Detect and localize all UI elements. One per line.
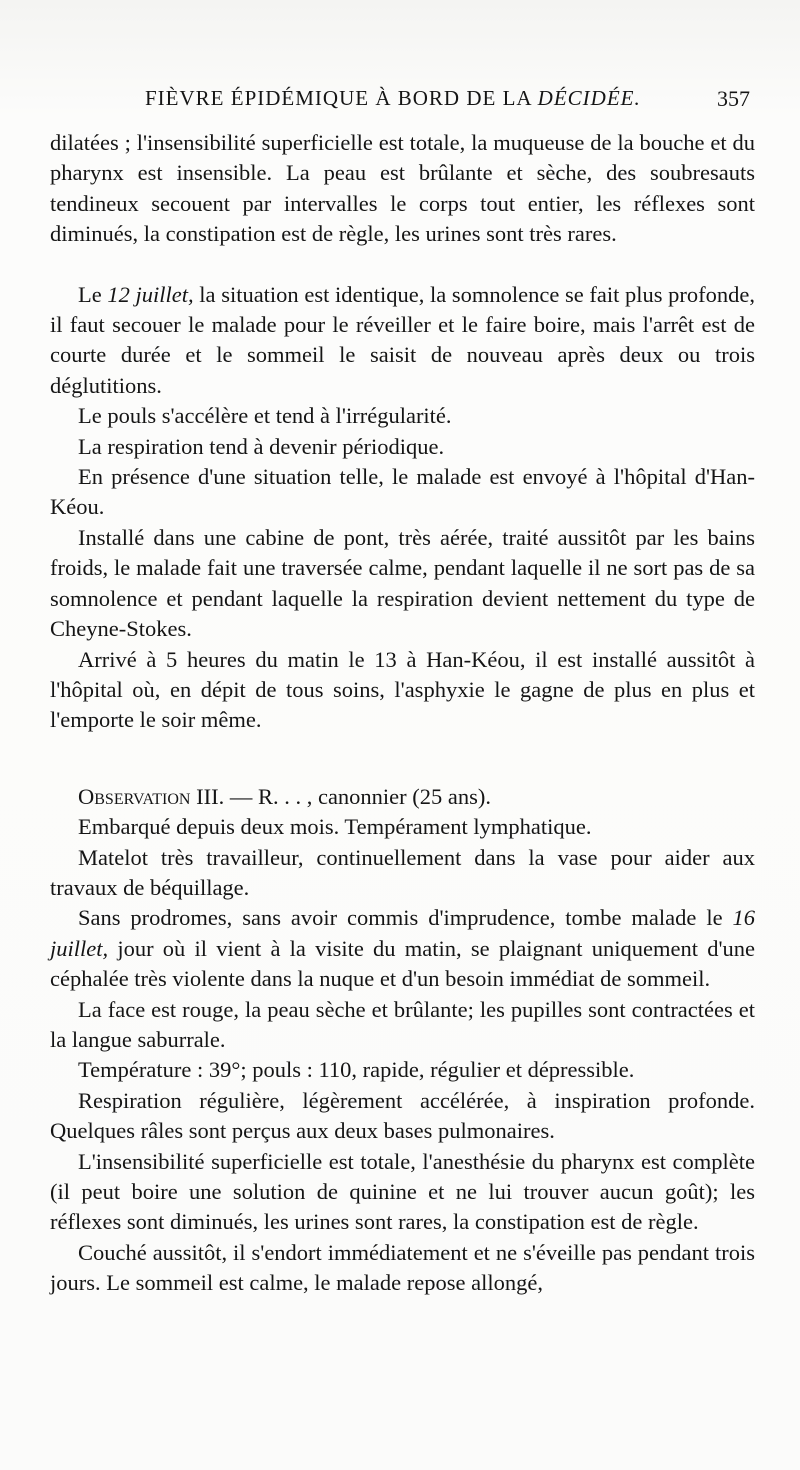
ship-name: DÉCIDÉE.	[537, 86, 641, 110]
paragraph-envoi-hopital: En présence d'une situation telle, le malade est envoyé à l'hôpital d'Han-Kéou.	[50, 464, 755, 520]
paragraph-temperature: Température : 39°; pouls : 110, rapide, régulier et dépressible.	[78, 1057, 635, 1083]
paragraph-12-juillet	[50, 280, 755, 402]
paragraph-text: la situation est identique, la somnolence se fait plus profonde, il faut secouer le malade pour le réveiller et le faire boire, mais l'arrêt est de courte durée et le sommeil le saisit de nouveau après deux ou trois déglutitions.	[50, 281, 755, 398]
paragraph-respiration-reguliere: Respiration régulière, légèrement accélérée, à inspiration profonde. Quelques râles sont perçus aux deux bases pulmonaires.	[50, 1087, 755, 1144]
paragraph-spacer	[50, 250, 755, 280]
section-spacer	[50, 736, 755, 782]
running-header	[50, 82, 750, 122]
paragraph-embarque: Embarqué depuis deux mois. Tempérament lymphatique.	[78, 814, 592, 840]
page-number: 357	[717, 86, 750, 111]
running-title-text: FIÈVRE ÉPIDÉMIQUE À BORD DE LA	[145, 86, 538, 110]
paragraph-respiration: La respiration tend à devenir périodique.	[78, 433, 445, 459]
body-text	[50, 128, 755, 1299]
running-title	[145, 86, 641, 111]
paragraph-text: jour où il vient à la visite du matin, se plaignant uniquement d'une céphalée très violente dans la nuque et d'un besoin immédiat de sommeil.	[50, 935, 755, 992]
observation-label: Observation III.	[78, 783, 225, 809]
paragraph-matelot: Matelot très travailleur, continuellement dans la vase pour aider aux travaux de béquillage.	[50, 844, 755, 900]
paragraph-arrivee: Arrivé à 5 heures du matin le 13 à Han-Kéou, il est installé aussitôt à l'hôpital où, en dépit de tous soins, l'asphyxie le gagne de plus en plus et l'emporte le soir même.	[50, 646, 755, 733]
paragraph-continuation: dilatées ; l'insensibilité superficielle est totale, la muqueuse de la bouche et du pharynx est insensible. La peau est brûlante et sèche, des soubresauts tendineux secouent par intervalles le corps tout entier, les réflexes sont diminués, la constipation est de règle, les urines sont très rares.	[50, 130, 755, 247]
date-16-juillet: 16 juillet,	[50, 905, 755, 961]
paragraph-text: Sans prodromes, sans avoir commis d'imprudence, tombe malade le	[78, 905, 733, 931]
paragraph-insensibilite: L'insensibilité superficielle est totale, l'anesthésie du pharynx est complète (il peut boire une solution de quinine et ne lui trouver aucun goût); les réflexes sont diminués, les urines sont rares, la constipation est de règle.	[50, 1148, 755, 1235]
paragraph-text: Le	[78, 281, 108, 307]
observation-subject: — R. . . , canonnier (25 ans).	[224, 783, 492, 809]
date-12-juillet: 12 juillet,	[107, 281, 194, 307]
paragraph-face: La face est rouge, la peau sèche et brûlante; les pupilles sont contractées et la langue saburrale.	[50, 996, 755, 1052]
paragraph-pouls: Le pouls s'accélère et tend à l'irrégularité.	[78, 403, 452, 429]
paragraph-traversee: Installé dans une cabine de pont, très aérée, traité aussitôt par les bains froids, le malade fait une traversée calme, pendant laquelle il ne sort pas de sa somnolence et pendant laquelle la respiration devient nettement du type de Cheyne-Stokes.	[50, 524, 755, 642]
paragraph-couche: Couché aussitôt, il s'endort immédiatement et ne s'éveille pas pendant trois jours. Le sommeil est calme, le malade repose allongé,	[50, 1239, 755, 1296]
paragraph-16-juillet	[50, 903, 755, 994]
observation-heading	[50, 782, 755, 812]
